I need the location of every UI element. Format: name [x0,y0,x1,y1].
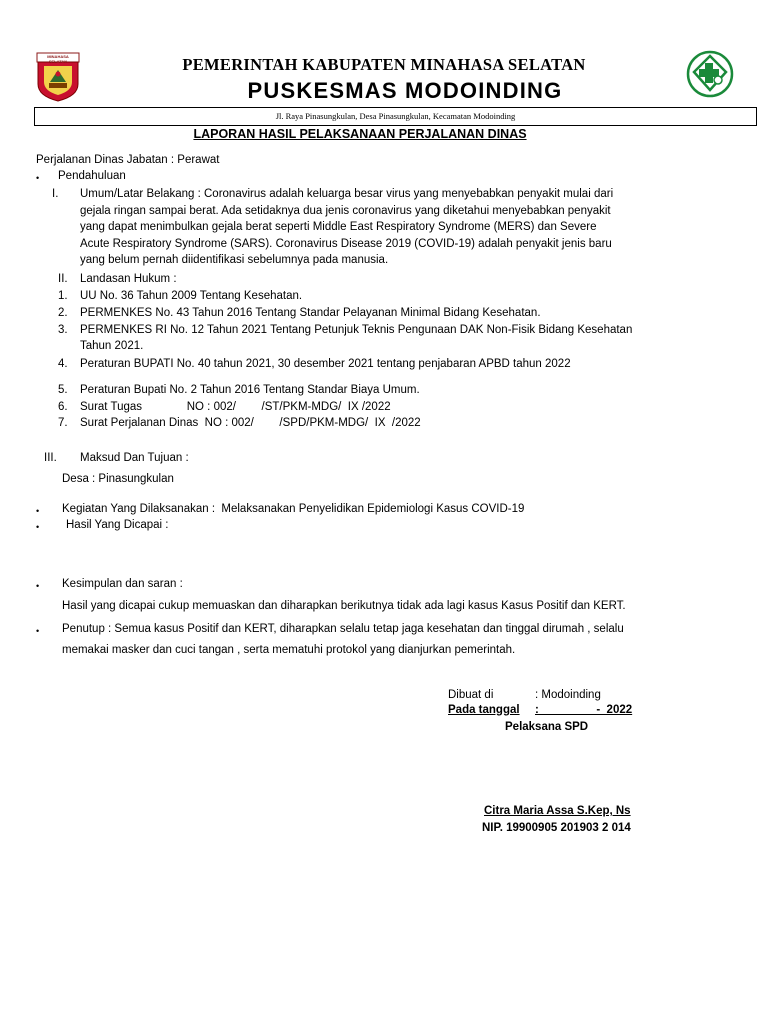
law-text: Surat Tugas NO : 002/ /ST/PKM-MDG/ IX /2022 [80,401,391,413]
bullet-pendahuluan: • [36,173,40,183]
dibuat-label: Dibuat di [448,689,494,701]
section-i-line: Umum/Latar Belakang : Coronavirus adalah keluarga besar virus yang menyebabkan penyakit mulai dari [80,188,614,200]
kegiatan-label: Kegiatan Yang Dilaksanakan : [62,503,216,515]
desa-line: Desa : Pinasungkulan [62,473,174,485]
bullet-hasil: • [36,522,40,532]
report-title [0,127,720,141]
law-number: 6. [58,401,68,413]
law-number: 4. [58,358,68,370]
logo-left-text: MINAHASA SELATAN [47,54,69,64]
law-text: PERMENKES No. 43 Tahun 2016 Tentang Standar Pelayanan Minimal Bidang Kesehatan. [80,307,541,319]
law-text: Peraturan Bupati No. 2 Tahun 2016 Tentang Standar Biaya Umum. [80,384,420,396]
puskesmas-title: PUSKESMAS MODOINDING [247,78,563,103]
kegiatan-line [62,501,524,517]
section-i-line: Acute Respiratory Syndrome (SARS). Coronavirus Disease 2019 (COVID-19) adalah penyakit jenis baru [80,237,612,250]
law-number: 1. [58,290,68,302]
section-iii-number: III. [44,452,57,464]
jabatan-line: Perjalanan Dinas Jabatan : Perawat [36,154,220,166]
law-number: 2. [58,307,68,319]
section-ii-number: II. [58,273,68,285]
report-title-text: LAPORAN HASIL PELAKSANAAN PERJALANAN DINAS [193,127,527,141]
section-i-line: gejala ringan sampai berat. Ada setidaknya dua jenis coronavirus yang diketahui menyebabkan penyakit [80,204,611,217]
section-i-line: yang dapat menimbulkan gejala berat seperti Middle East Respiratory Syndrome (MERS) dan Severe [80,221,597,233]
dibuat-value: : Modoinding [535,689,601,701]
law-text-continued: Tahun 2021. [80,340,144,352]
bullet-kegiatan: • [36,506,40,516]
bullet-penutup: • [36,626,40,636]
tanggal-value: : - 2022 [535,704,633,716]
signatory-nip: NIP. 19900905 201903 2 014 [482,822,631,834]
kesimpulan-text: Hasil yang dicapai cukup memuaskan dan diharapkan berikutnya tidak ada lagi kasus Kasus Positif dan KERT. [62,600,626,612]
address-line: Jl. Raya Pinasungkulan, Desa Pinasungkulan, Kecamatan Modoinding [275,111,516,121]
bullet-kesimpulan: • [36,581,40,591]
law-number: 7. [58,417,68,429]
section-i-text [80,186,613,269]
penutup-line-2: memakai masker dan cuci tangan , serta mematuhi protokol yang dianjurkan pemerintah. [62,644,516,656]
signature-role: Pelaksana SPD [505,721,589,733]
law-text: Surat Perjalanan Dinas NO : 002/ /SPD/PKM-MDG/ IX /2022 [80,417,421,429]
law-text: UU No. 36 Tahun 2009 Tentang Kesehatan. [80,290,303,302]
hasil-label: Hasil Yang Dicapai : [66,519,169,531]
signatory-name: Citra Maria Assa S.Kep, Ns [484,805,631,817]
kegiatan-value: Melaksanakan Penyelidikan Epidemiologi Kasus COVID-19 [221,503,525,515]
government-title: PEMERINTAH KABUPATEN MINAHASA SELATAN [182,55,586,74]
section-i-line: yang belum pernah diidentifikasi sebelumnya pada manusia. [80,254,389,266]
section-ii-label: Landasan Hukum : [80,273,177,285]
law-number: 5. [58,384,68,396]
penutup-line-1: Penutup : Semua kasus Positif dan KERT, diharapkan selalu tetap jaga kesehatan dan tinggal dirumah , selalu [62,623,624,635]
section-iii-label: Maksud Dan Tujuan : [80,452,189,464]
tanggal-label: Pada tanggal [448,704,520,716]
law-number: 3. [58,324,68,336]
section-i-number: I. [52,188,59,200]
pendahuluan-label: Pendahuluan [58,170,126,182]
law-text: Peraturan BUPATI No. 40 tahun 2021, 30 desember 2021 tentang penjabaran APBD tahun 2022 [80,358,571,370]
law-text: PERMENKES RI No. 12 Tahun 2021 Tentang Petunjuk Teknis Pengunaan DAK Non-Fisik Bidang Kesehatan [80,324,633,336]
kesimpulan-label: Kesimpulan dan saran : [62,578,183,590]
